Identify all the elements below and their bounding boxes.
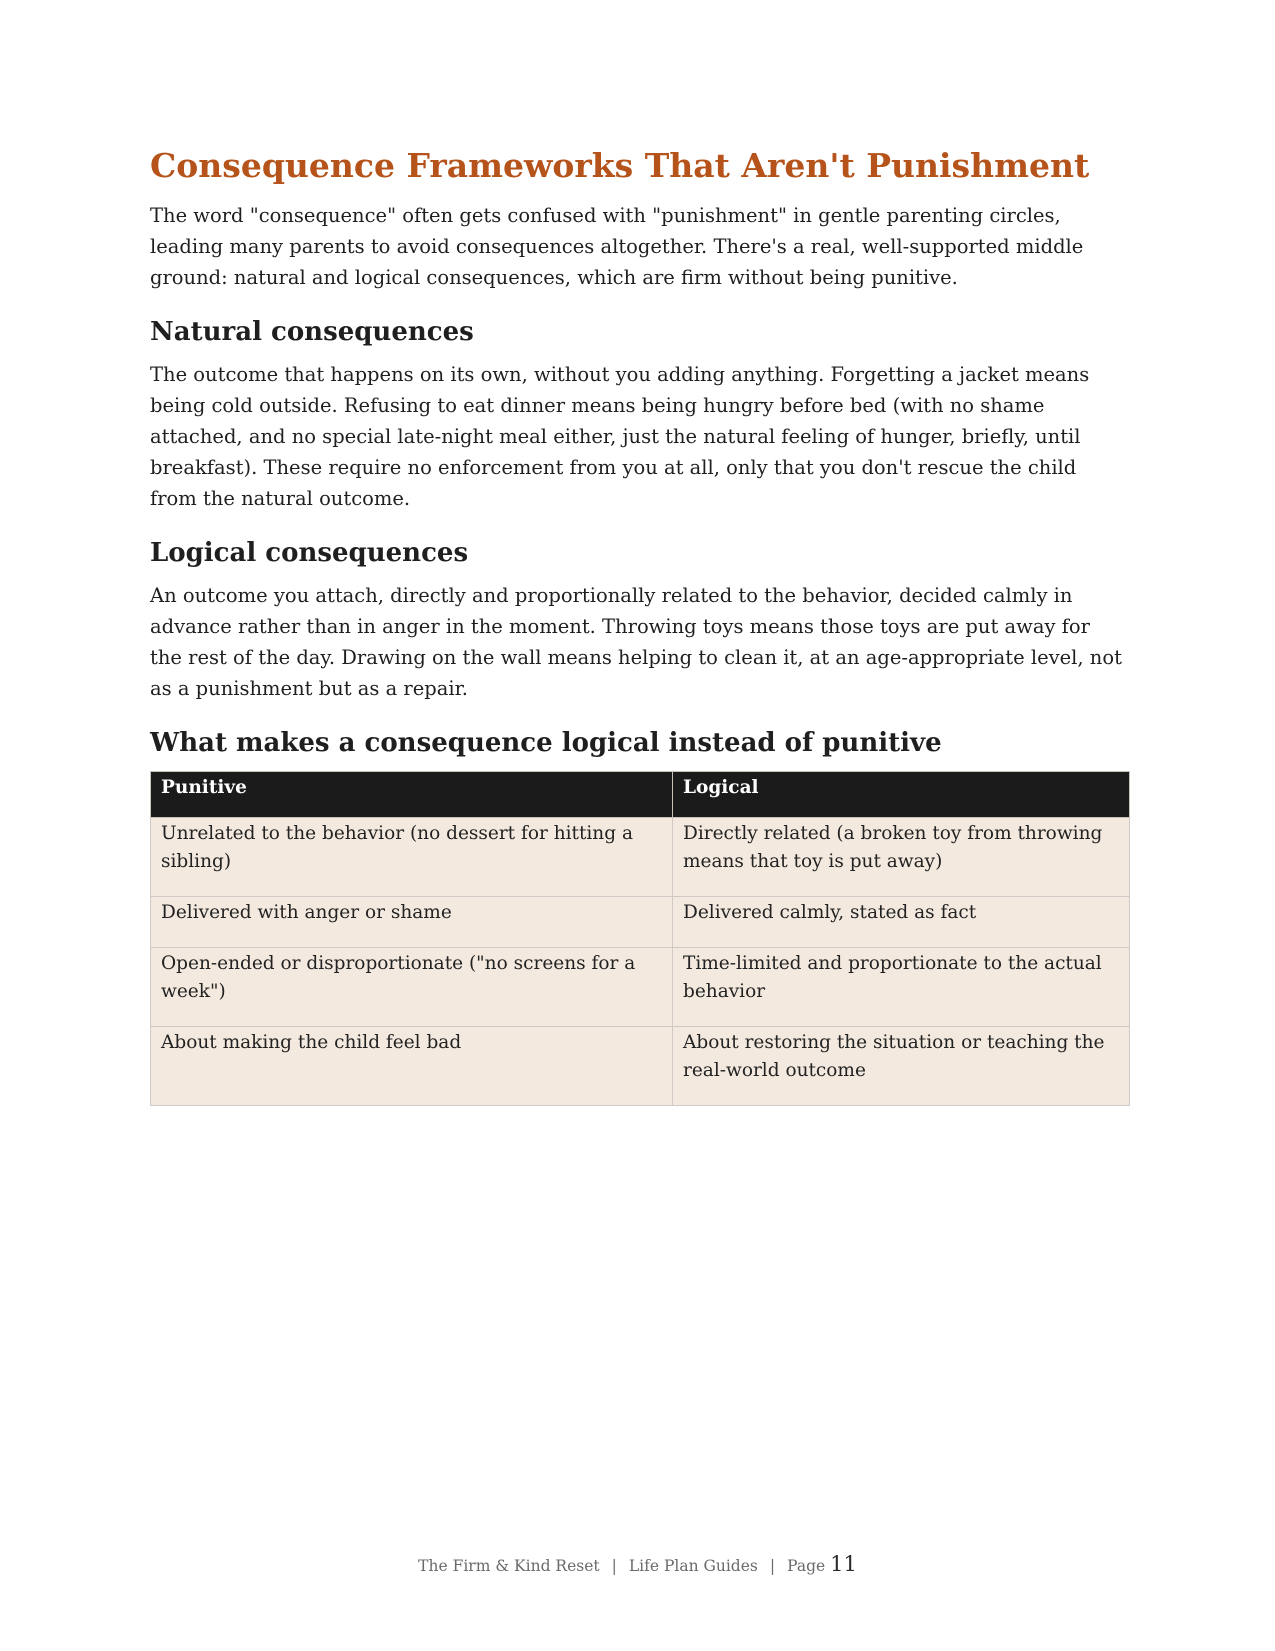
cell-logical: Time-limited and proportionate to the actual behavior bbox=[673, 948, 1130, 1027]
footer-page-label: Page bbox=[787, 1557, 826, 1575]
footer-separator: | bbox=[769, 1557, 776, 1575]
document-page bbox=[150, 146, 1128, 1106]
page-number: 11 bbox=[830, 1552, 857, 1576]
cell-punitive: About making the child feel bad bbox=[151, 1027, 673, 1106]
cell-logical: Delivered calmly, stated as fact bbox=[673, 897, 1130, 948]
cell-logical: About restoring the situation or teaching the real-world outcome bbox=[673, 1027, 1130, 1106]
section-heading-logical: Logical consequences bbox=[150, 537, 469, 568]
table-heading: What makes a consequence logical instead of punitive bbox=[150, 727, 942, 758]
intro-paragraph: The word "consequence" often gets confused with "punishment" in gentle parenting circles, leading many parents to avoid consequences altogether. There's a real, well-supported middle ground: natural and logical consequences, which are firm without being punitive. bbox=[150, 203, 1084, 289]
section-body-natural: The outcome that happens on its own, without you adding anything. Forgetting a jacket means being cold outside. Refusing to eat dinner means being hungry before bed (with no shame attached, and no special late-night meal either, just the natural feeling of hunger, briefly, until breakfast). These require no enforcement from you at all, only that you don't rescue the child from the natural outcome. bbox=[150, 362, 1090, 510]
table-row bbox=[151, 897, 1130, 948]
cell-logical: Directly related (a broken toy from throwing means that toy is put away) bbox=[673, 818, 1130, 897]
footer-separator: | bbox=[611, 1557, 617, 1575]
cell-punitive: Open-ended or disproportionate ("no screens for a week") bbox=[151, 948, 673, 1027]
comparison-table bbox=[150, 771, 1130, 1106]
table-row bbox=[151, 948, 1130, 1027]
header-logical: Logical bbox=[673, 772, 1130, 818]
section-body-logical: An outcome you attach, directly and proportionally related to the behavior, decided calmly in advance rather than in anger in the moment. Throwing toys means those toys are put away for the rest of the day. Drawing on the wall means helping to clean it, at an age-appropriate level, not as a punishment but as a repair. bbox=[150, 583, 1122, 700]
page-footer bbox=[0, 1552, 1275, 1576]
table-header-row bbox=[151, 772, 1130, 818]
table-row bbox=[151, 818, 1130, 897]
footer-book-title: The Firm & Kind Reset bbox=[418, 1557, 600, 1575]
page-title: Consequence Frameworks That Aren't Punishment bbox=[150, 146, 1090, 185]
cell-punitive: Delivered with anger or shame bbox=[151, 897, 673, 948]
footer-series: Life Plan Guides bbox=[628, 1557, 758, 1575]
section-heading-natural: Natural consequences bbox=[150, 316, 474, 347]
cell-punitive: Unrelated to the behavior (no dessert for hitting a sibling) bbox=[151, 818, 673, 897]
header-punitive: Punitive bbox=[151, 772, 673, 818]
table-row bbox=[151, 1027, 1130, 1106]
